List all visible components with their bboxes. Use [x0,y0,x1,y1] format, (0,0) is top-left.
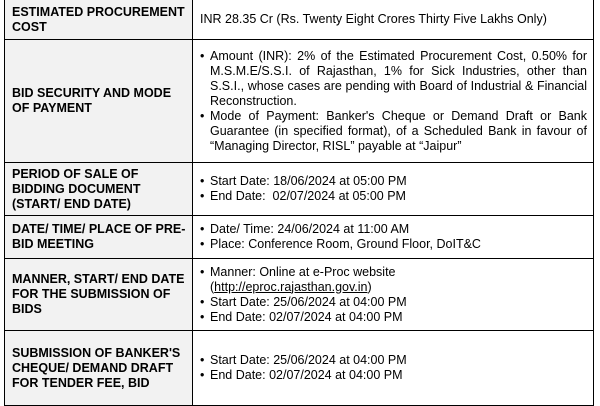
table-row [5,216,594,259]
list-item-start-date: • Start Date: 25/06/2024 at 04:00 PM [200,353,587,368]
bullet-list [200,353,587,383]
list-item-end-date: • End Date: 02/07/2024 at 04:00 PM [200,310,587,325]
table-row [5,40,594,163]
list-item-end-date: • End Date: 02/07/2024 at 05:00 PM [200,189,587,204]
eproc-website-link[interactable]: http://eproc.rajasthan.gov.in [214,279,368,294]
bullet-list [200,174,587,204]
row-value-bid-security [193,40,594,163]
row-value-procurement-cost: INR 28.35 Cr (Rs. Twenty Eight Crores Thirty Five Lakhs Only) [193,0,594,40]
list-item-amount: • Amount (INR): 2% of the Estimated Procurement Cost, 0.50% for M.S.M.E/S.S.I. of Rajasthan, 1% for Sick Industries, other than S.S.I., whose cases are pending with Board of Industrial & Financial Reconstruction. [200,49,587,109]
row-value-fee-submission [193,331,594,406]
row-label-pre-bid-meeting: DATE/ TIME/ PLACE OF PRE-BID MEETING [5,216,193,259]
row-value-sale-period [193,163,594,216]
row-label-bid-submission: MANNER, START/ END DATE FOR THE SUBMISSION OF BIDS [5,259,193,331]
tender-details-table [4,0,594,406]
list-item-start-date: • Start Date: 25/06/2024 at 04:00 PM [200,295,587,310]
list-item-mode-of-payment: • Mode of Payment: Banker's Cheque or Demand Draft or Bank Guarantee (in specified format), of a Scheduled Bank in favour of “Managing Director, RISL” payable at “Jaipur” [200,109,587,154]
list-item-date-time: • Date/ Time: 24/06/2024 at 11:00 AM [200,222,587,237]
list-item-manner: • Manner: Online at e-Proc website (http://eproc.rajasthan.gov.in) [200,265,587,295]
manner-text: Manner: Online at e-Proc website [210,264,396,279]
row-label-fee-submission: SUBMISSION OF BANKER'S CHEQUE/ DEMAND DRAFT FOR TENDER FEE, BID [5,331,193,406]
list-item-start-date: • Start Date: 18/06/2024 at 05:00 PM [200,174,587,189]
table-row [5,163,594,216]
row-value-bid-submission [193,259,594,331]
table-row [5,0,594,40]
row-value-pre-bid-meeting [193,216,594,259]
row-label-bid-security: BID SECURITY AND MODE OF PAYMENT [5,40,193,163]
bullet-list [200,222,587,252]
bullet-list [200,49,587,154]
list-item-end-date: • End Date: 02/07/2024 at 04:00 PM [200,368,587,383]
list-item-place: • Place: Conference Room, Ground Floor, DoIT&C [200,237,587,252]
table-row [5,259,594,331]
row-label-sale-period: PERIOD OF SALE OF BIDDING DOCUMENT (START/ END DATE) [5,163,193,216]
bullet-list [200,265,587,325]
table-row [5,331,594,406]
row-label-procurement-cost: ESTIMATED PROCUREMENT COST [5,0,193,40]
